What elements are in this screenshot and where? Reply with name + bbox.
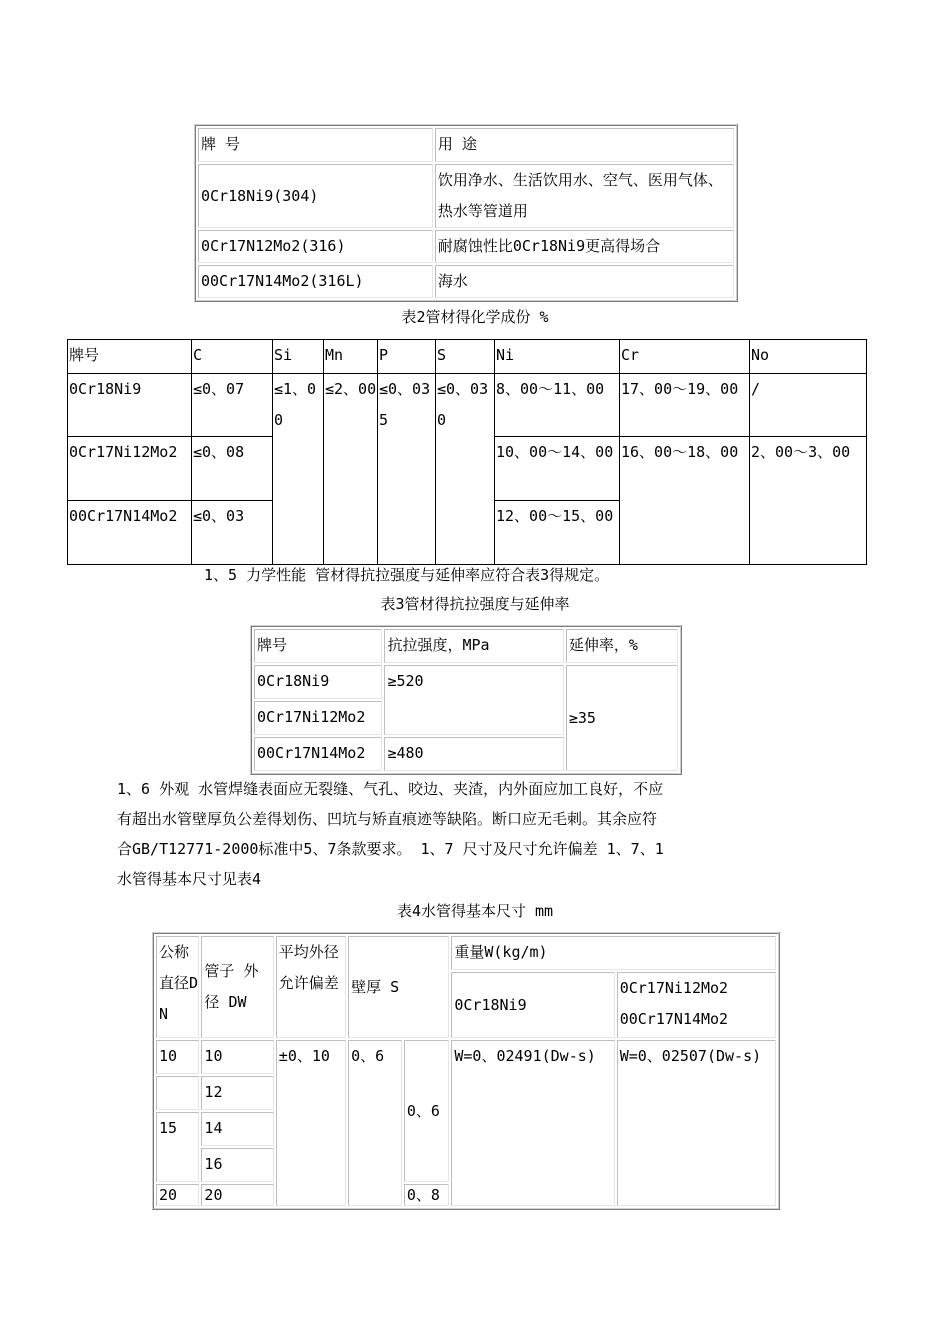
cell-elongation: ≥35 bbox=[566, 665, 678, 771]
table-row bbox=[68, 374, 867, 437]
cell-grade: 0Cr18Ni9(304) bbox=[198, 164, 433, 228]
cell-c: ≤0、03 bbox=[192, 501, 273, 565]
table-row bbox=[198, 164, 734, 228]
cell-dw: 16 bbox=[201, 1148, 273, 1182]
cell-usage: 海水 bbox=[435, 265, 734, 298]
header-ni: Ni bbox=[495, 340, 620, 374]
cell-p: ≤0、035 bbox=[378, 374, 436, 565]
cell-grade: 0Cr18Ni9 bbox=[68, 374, 192, 437]
cell-dn: 10 bbox=[156, 1040, 199, 1074]
cell-grade: 00Cr17N14Mo2 bbox=[254, 737, 382, 771]
cell-grade: 00Cr17N14Mo2(316L) bbox=[198, 265, 433, 298]
table-row bbox=[198, 265, 734, 298]
cell-s: ≤0、030 bbox=[436, 374, 495, 565]
header-dn: 公称直径DN bbox=[156, 936, 199, 1038]
header-weight: 重量W(kg/m) bbox=[451, 936, 776, 970]
cell-no: / bbox=[750, 374, 867, 437]
cell-tolerance: ±0、10 bbox=[276, 1040, 346, 1206]
text-line: 水管得基本尺寸见表4 bbox=[117, 870, 262, 888]
header-usage: 用 途 bbox=[435, 128, 734, 162]
cell-dn: 20 bbox=[156, 1184, 199, 1206]
cell-si: ≤1、00 bbox=[273, 374, 324, 565]
cell-usage: 饮用净水、生活饮用水、空气、医用气体、热水等管道用 bbox=[435, 164, 734, 228]
table-row bbox=[198, 128, 734, 162]
text-line: 1、6 外观 水管焊缝表面应无裂缝、气孔、咬边、夹渣，内外面应加工良好，不应 bbox=[117, 780, 664, 798]
cell-dw: 20 bbox=[201, 1184, 273, 1206]
cell-ni: 12、00～15、00 bbox=[495, 501, 620, 565]
cell-c: ≤0、07 bbox=[192, 374, 273, 437]
cell-dn bbox=[156, 1076, 199, 1110]
table-row bbox=[156, 936, 776, 970]
header-dw: 管子 外径 DW bbox=[201, 936, 273, 1038]
text-line: 有超出水管壁厚负公差得划伤、凹坑与矫直痕迹等缺陷。断口应无毛刺。其余应符 bbox=[117, 810, 658, 828]
cell-cr: 16、00～18、00 bbox=[620, 437, 750, 565]
cell-weight-2: W=0、02507(Dw-s) bbox=[617, 1040, 776, 1206]
header-c: C bbox=[192, 340, 273, 374]
table-chemical-composition bbox=[67, 339, 867, 565]
cell-weight-1: W=0、02491(Dw-s) bbox=[451, 1040, 614, 1206]
cell-no: 2、00～3、00 bbox=[750, 437, 867, 565]
header-grade-2b: 00Cr17N14Mo2 bbox=[619, 1010, 729, 1028]
header-grade-1: 0Cr18Ni9 bbox=[451, 972, 614, 1038]
header-grade: 牌号 bbox=[254, 629, 382, 663]
cell-usage: 耐腐蚀性比0Cr18Ni9更高得场合 bbox=[435, 230, 734, 263]
header-thickness: 壁厚 S bbox=[348, 936, 449, 1038]
cell-mn: ≤2、00 bbox=[324, 374, 378, 565]
table-tensile-strength bbox=[250, 625, 682, 775]
header-grade-2 bbox=[617, 972, 776, 1038]
header-si: Si bbox=[273, 340, 324, 374]
header-grade-2a: 0Cr17Ni12Mo2 bbox=[619, 979, 729, 997]
header-p: P bbox=[378, 340, 436, 374]
table-row bbox=[68, 340, 867, 374]
cell-grade: 0Cr18Ni9 bbox=[254, 665, 382, 699]
header-grade: 牌 号 bbox=[198, 128, 433, 162]
cell-dw: 14 bbox=[201, 1112, 273, 1146]
table-basic-dimensions bbox=[152, 932, 780, 1210]
cell-grade: 00Cr17N14Mo2 bbox=[68, 501, 192, 565]
cell-grade: 0Cr17N12Mo2(316) bbox=[198, 230, 433, 263]
cell-dw: 10 bbox=[201, 1040, 273, 1074]
header-mn: Mn bbox=[324, 340, 378, 374]
paragraph-appearance bbox=[117, 774, 664, 894]
cell-ni: 10、00～14、00 bbox=[495, 437, 620, 501]
cell-thickness: 0、6 bbox=[404, 1040, 449, 1182]
table-row bbox=[254, 665, 678, 699]
table2-caption: 表2管材得化学成份 % bbox=[401, 308, 549, 326]
cell-ni: 8、00～11、00 bbox=[495, 374, 620, 437]
cell-cr: 17、00～19、00 bbox=[620, 374, 750, 437]
header-tolerance: 平均外径允许偏差 bbox=[276, 936, 346, 1038]
header-s: S bbox=[436, 340, 495, 374]
cell-dw: 12 bbox=[201, 1076, 273, 1110]
header-cr: Cr bbox=[620, 340, 750, 374]
cell-thickness: 0、8 bbox=[404, 1184, 449, 1206]
cell-thickness: 0、6 bbox=[348, 1040, 402, 1206]
header-elongation: 延伸率，% bbox=[566, 629, 678, 663]
cell-strength: ≥480 bbox=[384, 737, 563, 771]
header-strength: 抗拉强度，MPa bbox=[384, 629, 563, 663]
table3-caption: 表3管材得抗拉强度与延伸率 bbox=[380, 595, 570, 613]
paragraph-mechanical: 1、5 力学性能 管材得抗拉强度与延伸率应符合表3得规定。 bbox=[204, 566, 610, 584]
table-usage bbox=[194, 124, 738, 302]
cell-strength: ≥520 bbox=[384, 665, 563, 735]
text-line: 合GB/T12771-2000标准中5、7条款要求。 1、7 尺寸及尺寸允许偏差 1、7、1 bbox=[117, 840, 664, 858]
cell-grade: 0Cr17Ni12Mo2 bbox=[68, 437, 192, 501]
table4-caption: 表4水管得基本尺寸 mm bbox=[396, 902, 554, 920]
cell-dn: 15 bbox=[156, 1112, 199, 1182]
cell-c: ≤0、08 bbox=[192, 437, 273, 501]
header-grade: 牌号 bbox=[68, 340, 192, 374]
cell-grade: 0Cr17Ni12Mo2 bbox=[254, 701, 382, 735]
table-row bbox=[254, 629, 678, 663]
table-row bbox=[198, 230, 734, 263]
table-row bbox=[156, 1040, 776, 1074]
header-no: No bbox=[750, 340, 867, 374]
